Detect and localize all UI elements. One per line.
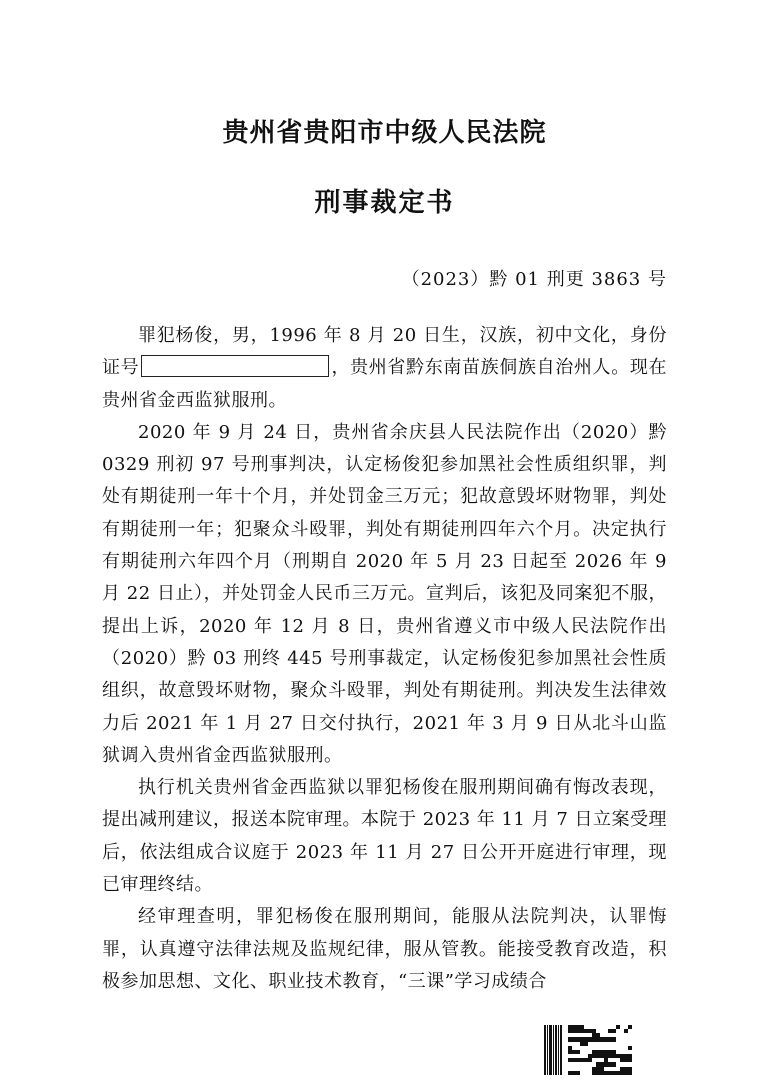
qr-code [568,1025,632,1075]
paragraph-defendant [102,320,667,417]
paragraph-proposal: 执行机关贵州省金西监狱以罪犯杨俊在服刑期间确有悔改表现，提出减刑建议，报送本院审理。本院于 2023 年 11 月 7 日立案受理后，依法组成合议庭于 2023 年 11 月 27 日公开开庭进行审理，现已审理终结。 [102,777,667,896]
case-number: （2023）黔 01 刑更 3863 号 [401,269,667,290]
court-name: 贵州省贵阳市中级人民法院 [222,118,547,148]
paragraph-history: 2020 年 9 月 24 日，贵州省余庆县人民法院作出（2020）黔 0329 刑初 97 号刑事判决，认定杨俊犯参加黑社会性质组织罪，判处有期徒刑一年十个月，并处罚金三万元；犯故意毁坏财物罪，判处有期徒刑一年；犯聚众斗殴罪，判处有期徒刑四年六个月。决定执行有期徒刑六年四个月（刑期自 2020 年 5 月 23 日起至 2026 年 9 月 22 日止），并处罚金人民币三万元。宣判后，该犯及同案犯不服，提出上诉，2020 年 12 月 8 日，贵州省遵义市中级人民法院作出（2020）黔 03 刑终 445 号刑事裁定，认定杨俊犯参加黑社会性质组织，故意毁坏财物，聚众斗殴罪，判处有期徒刑。判决发生法律效力后 2021 年 1 月 27 日交付执行，2021 年 3 月 9 日从北斗山监狱调入贵州省金西监狱服刑。 [102,421,667,766]
document-barcode [544,1025,632,1075]
paragraph-findings: 经审理查明，罪犯杨俊在服刑期间，能服从法院判决，认罪悔罪，认真遵守法律法规及监规纪律，服从管教。能接受教育改造，积极参加思想、文化、职业技术教育，“三课”学习成绩合 [102,906,667,992]
redacted-id-box [141,355,329,377]
paragraph-text: ，贵州省黔东南苗族侗族自治州人。现在贵州省金西监狱服刑。 [102,357,668,411]
document-title: 刑事裁定书 [314,188,455,218]
paragraph-text: 罪犯杨俊，男，1996 年 8 月 20 日生，汉族，初中文化，身份证号 [102,325,667,379]
document-body [102,320,667,998]
barcode-bars [544,1025,562,1075]
